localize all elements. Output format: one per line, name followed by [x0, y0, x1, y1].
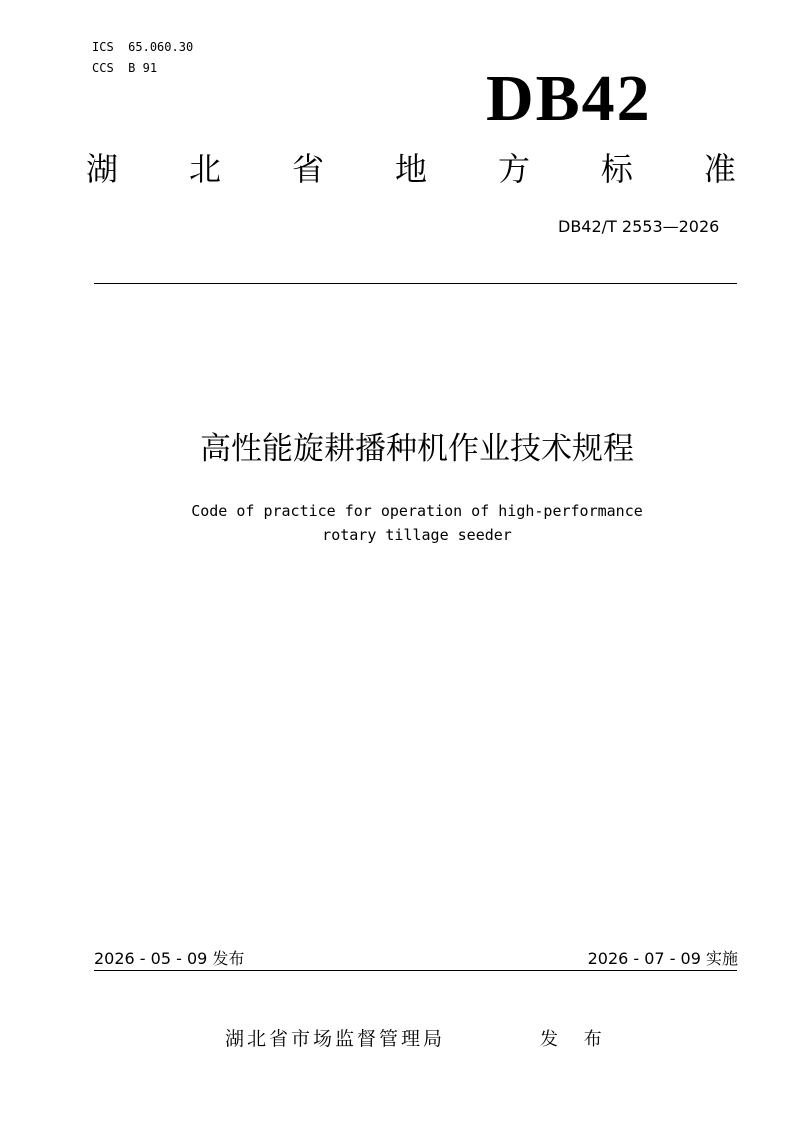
province-title-char: 北 — [188, 150, 221, 188]
ccs-label: CCS — [92, 61, 114, 75]
chinese-title: 高性能旋耕播种机作业技术规程 — [200, 431, 634, 467]
ccs-code: B 91 — [128, 61, 158, 75]
top-divider — [94, 283, 737, 284]
province-title-char: 标 — [600, 150, 633, 188]
bottom-divider — [94, 970, 737, 971]
standard-number: DB42/T 2553—2026 — [558, 217, 720, 236]
ics-line — [92, 40, 193, 54]
ics-code: 65.060.30 — [128, 40, 194, 54]
province-title-char: 省 — [291, 150, 324, 188]
province-title-char: 准 — [703, 150, 736, 188]
db-mark: DB42 — [486, 62, 652, 135]
publish-label: 发 布 — [540, 1029, 612, 1050]
province-title-char: 湖 — [86, 150, 119, 188]
english-title-line-2: rotary tillage seeder — [322, 526, 512, 544]
english-title-line-1: Code of practice for operation of high-performance — [191, 502, 643, 520]
ccs-line — [92, 61, 157, 75]
province-title-char: 方 — [497, 150, 530, 188]
publisher: 湖北省市场监督管理局 — [225, 1028, 446, 1050]
ics-label: ICS — [92, 40, 114, 54]
issue-date: 2026 - 05 - 09 发布 — [94, 949, 245, 968]
implement-date: 2026 - 07 - 09 实施 — [587, 949, 738, 968]
province-standard-title — [86, 150, 736, 188]
province-title-char: 地 — [394, 150, 427, 188]
